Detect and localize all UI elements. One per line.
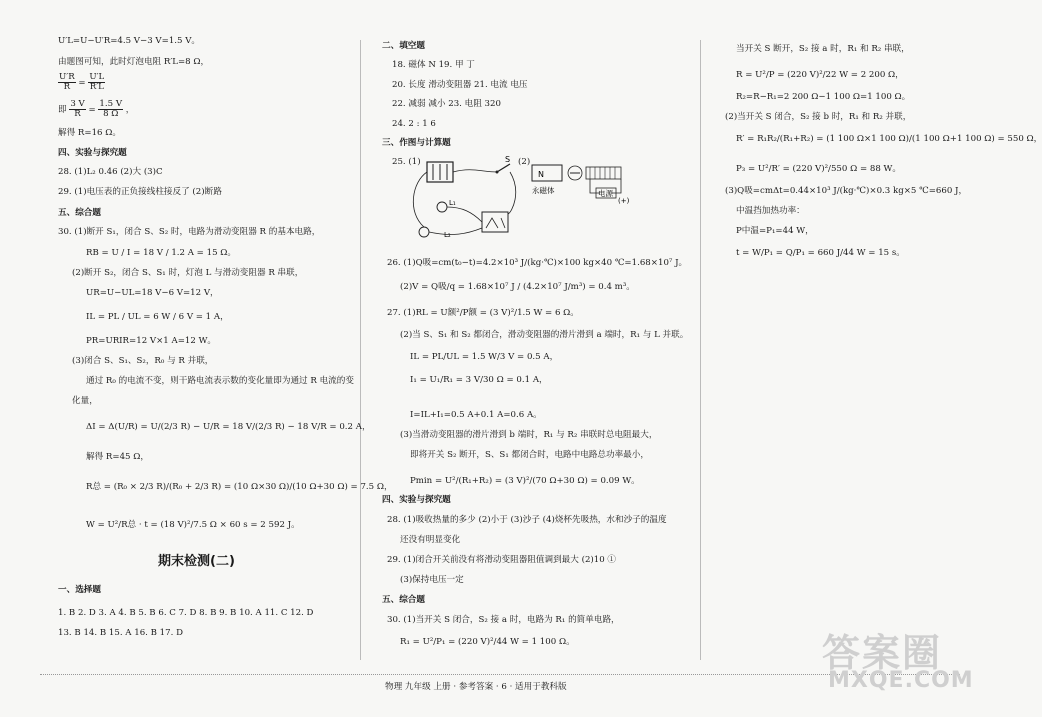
answer-line: (3)保持电压一定 <box>400 575 464 585</box>
answer-line: 1. B 2. D 3. A 4. B 5. B 6. C 7. D 8. B 9. B 10. A 11. C 12. D <box>58 608 314 618</box>
equation-line: R₁ = U²/P₁ = (220 V)²/44 W = 1 100 Ω。 <box>400 637 575 647</box>
answer-line: 30. (1)断开 S₁，闭合 S、S₂ 时，电路为滑动变阻器 R 的基本电路， <box>58 227 321 237</box>
answer-line: 20. 长度 滑动变阻器 21. 电流 电压 <box>392 80 528 90</box>
equation-line: Pmin = U²/(R₁+R₂) = (3 V)²/(70 Ω+30 Ω) = 0.09 W。 <box>410 476 640 486</box>
numerator: U′R <box>59 72 75 82</box>
footer-text: 物理 九年级 上册 · 参考答案 · 6 · 适用于教科版 <box>385 682 567 692</box>
answer-line: 25. (1) <box>392 157 421 167</box>
answer-line: 28. (1)吸收热量的多少 (2)小于 (3)沙子 (4)烧杯先吸热，水和沙子的温度 <box>387 515 667 525</box>
answer-line: 即将开关 S₂ 断开，S、S₁ 都闭合时，电路中电路总功率最小， <box>410 450 649 460</box>
equation-line: PR=URIR=12 V×1 A=12 W。 <box>86 336 217 346</box>
section-heading: 四、实验与探究题 <box>382 495 451 505</box>
denominator: R <box>74 109 81 119</box>
equation-line: $\frac{U'R}{R}$ = $\frac{U'L}{R'L}$ <box>59 72 105 92</box>
polarity-label: (+) <box>618 197 630 205</box>
denominator: 8 Ω <box>103 109 119 119</box>
equation-line: UR=U−UL=18 V−6 V=12 V， <box>86 288 219 298</box>
lamp-icon <box>437 202 447 212</box>
answer-line: 化量， <box>72 396 98 406</box>
electromagnet-diagram <box>530 155 640 210</box>
section-heading: 三、作图与计算题 <box>382 138 451 148</box>
numerator: 3 V <box>70 99 85 109</box>
lamp-label: L₁ <box>449 199 456 207</box>
numerator: 1.5 V <box>99 99 123 109</box>
equation-line: R总 = (R₀ × 2/3 R)/(R₀ + 2/3 R) = (10 Ω×30 Ω)/(10 Ω+30 Ω) = 7.5 Ω， <box>86 482 393 492</box>
answer-line: 中温挡加热功率： <box>736 206 805 216</box>
equation-line: IL = PL / UL = 6 W / 6 V = 1 A， <box>86 312 229 322</box>
answer-line: 30. (1)当开关 S 闭合，S₂ 接 a 时，电路为 R₁ 的简单电路， <box>387 615 620 625</box>
section-heading: 四、实验与探究题 <box>58 148 127 158</box>
answer-line: 29. (1)闭合开关前没有将滑动变阻器阻值调到最大 (2)10 ① <box>387 555 617 565</box>
text-line: U′L=U−U′R=4.5 V−3 V=1.5 V。 <box>58 36 201 46</box>
answer-line: (2)断开 S₂，闭合 S、S₁ 时，灯泡 L 与滑动变阻器 R 串联， <box>72 268 304 278</box>
equation-line: t = W/P₁ = Q/P₁ = 660 J/44 W = 15 s。 <box>736 248 905 258</box>
watermark-url: MXQE.COM <box>828 668 974 693</box>
answer-line: 29. (1)电压表的正负接线柱接反了 (2)断路 <box>58 187 222 197</box>
answer-line: (2)当开关 S 闭合，S₂ 接 b 时，R₁ 和 R₂ 并联， <box>725 112 912 122</box>
answer-line: (3)Q吸=cmΔt=0.44×10³ J/(kg·℃)×0.3 kg×5 ℃=660 J， <box>725 186 968 196</box>
answer-line: 13. B 14. B 15. A 16. B 17. D <box>58 628 183 638</box>
equation-line: I=IL+I₁=0.5 A+0.1 A=0.6 A。 <box>410 410 542 420</box>
equation-line: I₁ = U₁/R₁ = 3 V/30 Ω = 0.1 A， <box>410 375 548 385</box>
answer-line: 28. (1)L₂ 0.46 (2)大 (3)C <box>58 167 163 177</box>
column-divider-2 <box>700 40 701 660</box>
answer-line: (3)闭合 S、S₁、S₂，R₀ 与 R 并联， <box>72 356 214 366</box>
answer-line: (3)当滑动变阻器的滑片滑到 b 端时，R₁ 与 R₂ 串联时总电阻最大， <box>400 430 658 440</box>
text: ， <box>125 105 135 115</box>
section-title: 期末检测(二) <box>158 554 235 569</box>
equation-line: R′ = R₁R₂/(R₁+R₂) = (1 100 Ω×1 100 Ω)/(1 100 Ω+1 100 Ω) = 550 Ω， <box>736 134 1042 144</box>
magnet-icon <box>532 165 562 181</box>
equation-line: 即 $\frac{3 V}{R}$ = $\frac{1.5 V}{8 \Omega}$ ， <box>58 99 135 119</box>
answer-line: (2) <box>518 157 531 167</box>
equation-line: 27. (1)RL = U额²/P额 = (3 V)²/1.5 W = 6 Ω。 <box>387 308 579 318</box>
numerator: U′L <box>89 72 105 82</box>
answer-line: 24. 2 : 1 6 <box>392 119 436 129</box>
lamp-icon <box>419 227 429 237</box>
section-heading: 五、综合题 <box>58 208 101 218</box>
text-line: 解得 R=16 Ω。 <box>58 128 121 138</box>
equation-line: ΔI = Δ(U/R) = U/(2/3 R) − U/R = 18 V/(2/3 R) − 18 V/R = 0.2 A， <box>86 422 371 432</box>
section-heading: 一、选择题 <box>58 585 101 595</box>
text-line: 由题图可知，此时灯泡电阻 R′L=8 Ω， <box>58 57 210 67</box>
section-heading: 五、综合题 <box>382 595 425 605</box>
denominator: R <box>63 82 71 92</box>
equation-line: R = U²/P = (220 V)²/22 W = 2 200 Ω， <box>736 70 904 80</box>
answer-line: 22. 减弱 减小 23. 电阻 320 <box>392 99 501 109</box>
denominator: R′L <box>89 82 104 92</box>
pole-label: N <box>538 170 544 179</box>
equation-line: P₃ = U²/R′ = (220 V)²/550 Ω = 88 W。 <box>736 164 901 174</box>
answer-line: 还没有明显变化 <box>400 535 461 545</box>
section-heading: 二、填空题 <box>382 41 425 51</box>
answer-line: (2)当 S、S₁ 和 S₂ 都闭合，滑动变阻器的滑片滑到 a 端时，R₁ 与 L 并联。 <box>400 330 689 340</box>
coil-icon <box>586 167 621 179</box>
equation-line: RB = U / I = 18 V / 1.2 A = 15 Ω。 <box>86 248 236 258</box>
switch-label: S <box>505 155 511 164</box>
equation-line: (2)V = Q吸/q = 1.68×10⁷ J / (4.2×10⁷ J/m³) = 0.4 m³。 <box>400 282 635 292</box>
circuit-diagram <box>402 152 532 247</box>
ammeter-icon <box>482 212 508 232</box>
equation-line: IL = PL/UL = 1.5 W/3 V = 0.5 A， <box>410 352 559 362</box>
equation-line: W = U²/R总 · t = (18 V)²/7.5 Ω × 60 s = 2 592 J。 <box>86 520 300 530</box>
answer-line: 解得 R=45 Ω， <box>86 452 149 462</box>
watermark-title: 答案圈 <box>822 631 943 675</box>
answer-line: 当开关 S 断开，S₂ 接 a 时，R₁ 和 R₂ 串联， <box>736 44 910 54</box>
column-divider-1 <box>360 40 361 660</box>
equation-line: P中温=P₁=44 W， <box>736 226 814 236</box>
watermark-logo <box>800 622 990 702</box>
power-label: 电源 <box>598 189 613 198</box>
lamp-label: L₂ <box>444 231 451 239</box>
answer-line: 18. 磁体 N 19. 甲 丁 <box>392 60 475 70</box>
switch-icon <box>497 164 510 172</box>
magnet-label: 永磁体 <box>532 186 555 195</box>
text: 即 <box>58 105 67 115</box>
equation-line: R₂=R−R₁=2 200 Ω−1 100 Ω=1 100 Ω。 <box>736 92 911 102</box>
answer-line: 通过 R₀ 的电流不变，则干路电流表示数的变化量即为通过 R 电流的变 <box>86 376 354 386</box>
equation-line: 26. (1)Q吸=cm(t₀−t)=4.2×10³ J/(kg·℃)×100 kg×40 ℃=1.68×10⁷ J。 <box>387 258 688 268</box>
